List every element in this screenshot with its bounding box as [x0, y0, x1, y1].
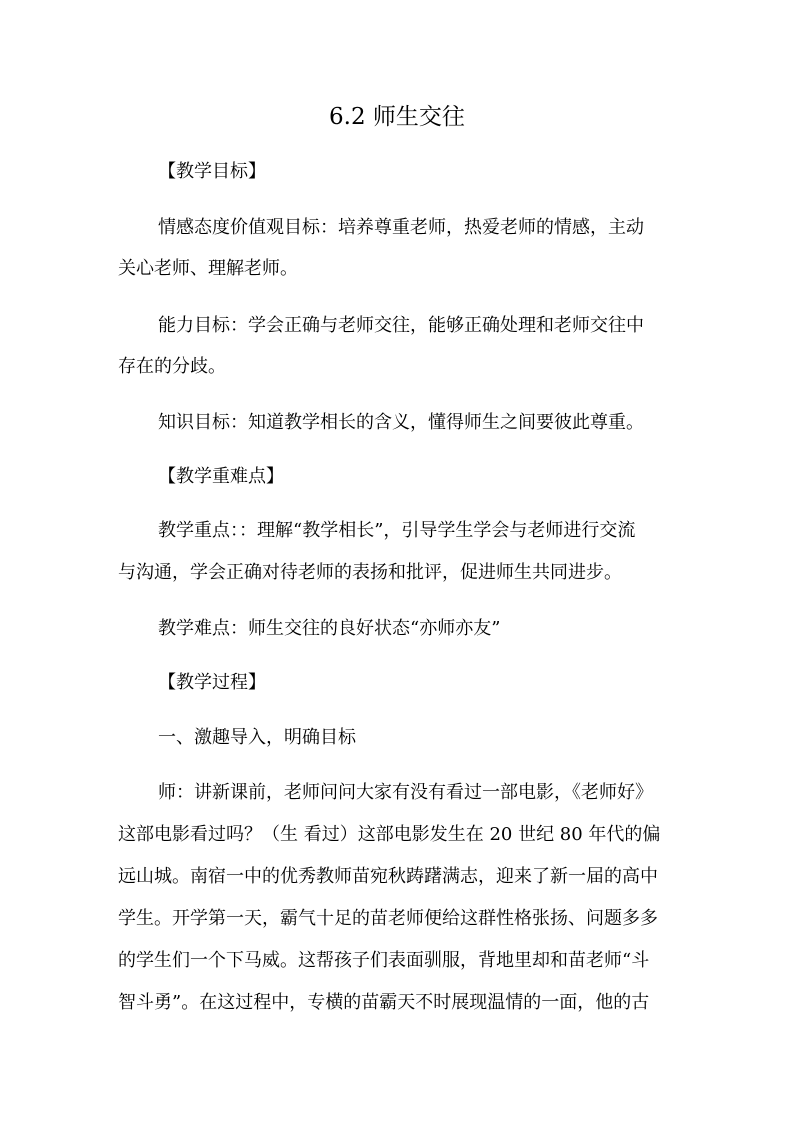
paragraph-line: 这部电影看过吗？（生 看过）这部电影发生在 20 世纪 80 年代的偏: [118, 824, 661, 845]
paragraph-line: 与沟通，学会正确对待老师的表扬和批评，促进师生共同进步。: [118, 562, 622, 583]
paragraph-line: 教学难点：师生交往的良好状态“亦师亦友”: [158, 618, 501, 639]
paragraph-line: 关心老师、理解老师。: [118, 258, 298, 279]
paragraph-line: 智斗勇”。在这过程中，专横的苗霸天不时展现温情的一面，他的古: [118, 992, 650, 1013]
paragraph-line: 教学重点：：理解“教学相长”，引导学生学会与老师进行交流: [158, 520, 636, 541]
paragraph-line: 学生。开学第一天，霸气十足的苗老师便给这群性格张扬、问题多多: [118, 908, 658, 929]
paragraph-line: 的学生们一个下马威。这帮孩子们表面驯服，背地里却和苗老师“斗: [118, 950, 650, 971]
paragraph-line: 存在的分歧。: [118, 356, 226, 377]
paragraph-line: 知识目标：知道教学相长的含义，懂得师生之间要彼此尊重。: [158, 412, 644, 433]
document-title: 6.2 师生交往: [329, 104, 465, 130]
paragraph-line: 能力目标：学会正确与老师交往，能够正确处理和老师交往中: [158, 315, 644, 336]
section-heading-teaching-objectives: 【教学目标】: [158, 161, 266, 182]
section-heading-teaching-process: 【教学过程】: [158, 672, 266, 693]
paragraph-line: 远山城。南宿一中的优秀教师苗宛秋踌躇满志，迎来了新一届的高中: [118, 866, 658, 887]
section-heading-key-difficult-points: 【教学重难点】: [158, 466, 284, 487]
paragraph-line: 情感态度价值观目标：培养尊重老师，热爱老师的情感，主动: [158, 217, 644, 238]
subsection-heading: 一、激趣导入，明确目标: [158, 727, 356, 748]
paragraph-line: 师：讲新课前，老师问问大家有没有看过一部电影，《老师好》: [158, 782, 653, 803]
